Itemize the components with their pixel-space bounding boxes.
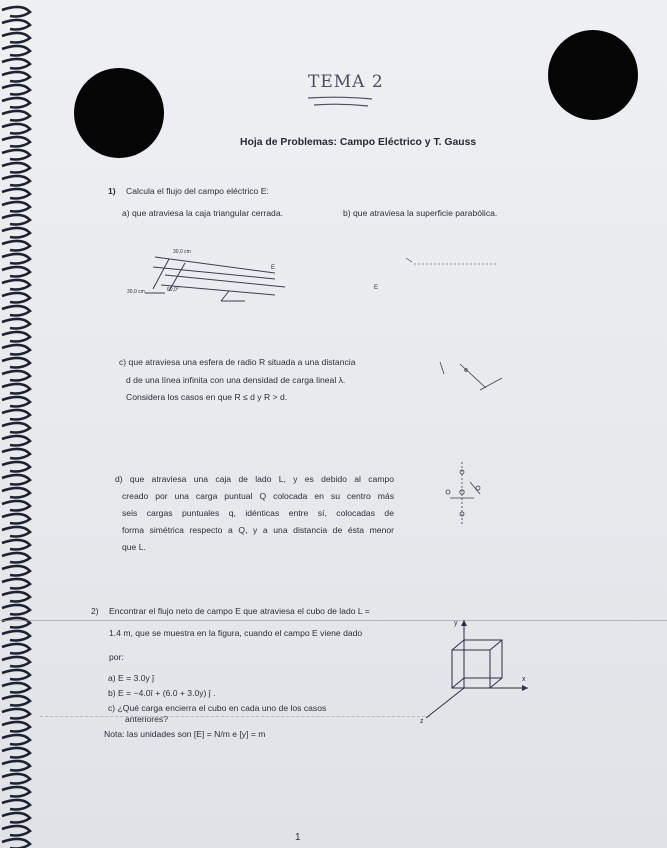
problem-1d-line-5: que L. xyxy=(122,542,146,552)
spiral-coil xyxy=(2,423,30,433)
problem-1d-line-4: forma simétrica respecto a Q, y a una distancia de ésta menor xyxy=(122,525,394,535)
fig-b-field-label: E xyxy=(374,285,379,291)
problem-2c-text-continued: anteriores? xyxy=(125,714,168,724)
spiral-coil xyxy=(2,7,30,17)
spiral-coil xyxy=(2,813,30,823)
spiral-coil xyxy=(2,189,30,199)
spiral-coil xyxy=(2,241,30,251)
problem-1d-line-1: d) que atraviesa una caja de lado L, y es debido al campo xyxy=(115,474,394,484)
spiral-coil xyxy=(2,826,30,836)
spiral-coil xyxy=(2,514,30,524)
cube-z-axis-label: z xyxy=(420,718,424,725)
spiral-coil xyxy=(2,488,30,498)
spiral-coil xyxy=(2,163,30,173)
spiral-coil xyxy=(2,553,30,563)
spiral-coil xyxy=(2,631,30,641)
fig-a-top-label: 30,0 cm xyxy=(173,249,191,255)
spiral-coil xyxy=(2,202,30,212)
spiral-coil xyxy=(2,98,30,108)
problem-2c-text: c) ¿Qué carga encierra el cubo en cada uno de los casos xyxy=(108,703,327,713)
spiral-coil xyxy=(2,449,30,459)
spiral-coil xyxy=(2,345,30,355)
spiral-coil xyxy=(2,306,30,316)
spiral-coil xyxy=(2,436,30,446)
spiral-coil xyxy=(2,267,30,277)
problem-1a-text: a) que atraviesa la caja triangular cerrada. xyxy=(122,208,283,218)
spiral-coil xyxy=(2,215,30,225)
spiral-coil xyxy=(2,670,30,680)
handwritten-underline xyxy=(306,94,376,108)
spiral-coil xyxy=(2,33,30,43)
fig-a-left-label: 30,0 cm xyxy=(127,289,145,295)
spiral-coil xyxy=(2,358,30,368)
page-crease xyxy=(0,620,667,621)
spiral-coil xyxy=(2,85,30,95)
spiral-coil xyxy=(2,293,30,303)
spiral-coil xyxy=(2,787,30,797)
spiral-coil xyxy=(2,228,30,238)
problem-1-statement: Calcula el flujo del campo eléctrico E: xyxy=(126,186,269,196)
cube-axes-figure xyxy=(410,612,540,732)
spiral-coil xyxy=(2,111,30,121)
spiral-coil xyxy=(2,20,30,30)
spiral-coil xyxy=(2,72,30,82)
problem-2a-text: a) E = 3.0y ĵ xyxy=(108,673,155,683)
spiral-coil xyxy=(2,371,30,381)
problem-1c-line-3: Considera los casos en que R ≤ d y R > d. xyxy=(126,392,288,402)
spiral-coil xyxy=(2,475,30,485)
spiral-coil xyxy=(2,774,30,784)
spiral-coil xyxy=(2,683,30,693)
handwritten-topic-label: TEMA 2 xyxy=(308,72,384,92)
spiral-coil xyxy=(2,137,30,147)
spiral-coil xyxy=(2,696,30,706)
spiral-coil xyxy=(2,657,30,667)
problem-2-number: 2) xyxy=(91,606,99,616)
spiral-coil xyxy=(2,566,30,576)
charges-cube-figure xyxy=(436,458,490,530)
spiral-binding xyxy=(0,0,40,848)
problem-1b-text: b) que atraviesa la superficie parabólica. xyxy=(343,208,498,218)
spiral-coil xyxy=(2,839,30,848)
cube-y-axis-label: y xyxy=(454,620,458,627)
dashed-guide xyxy=(40,716,430,717)
problem-2-line-3: por: xyxy=(109,652,124,662)
punch-hole-left xyxy=(74,68,164,158)
problem-1d-line-3: seis cargas puntuales q, idénticas entre sí, colocadas de xyxy=(122,508,394,518)
fig-a-field-label: E xyxy=(271,265,276,271)
problem-1d-line-2: creado por una carga puntual Q colocada en su centro más xyxy=(122,491,394,501)
spiral-coil xyxy=(2,709,30,719)
spiral-coil xyxy=(2,384,30,394)
spiral-coil xyxy=(2,722,30,732)
problem-1-number: 1) xyxy=(108,186,116,196)
cube-x-axis-label: x xyxy=(522,676,526,683)
spiral-coil xyxy=(2,176,30,186)
spiral-coil xyxy=(2,800,30,810)
spiral-coil xyxy=(2,254,30,264)
spiral-coil xyxy=(2,540,30,550)
spiral-coil xyxy=(2,124,30,134)
spiral-coil xyxy=(2,644,30,654)
spiral-coil xyxy=(2,579,30,589)
spiral-coil xyxy=(2,592,30,602)
spiral-coil xyxy=(2,150,30,160)
problem-1c-line-1: c) que atraviesa una esfera de radio R situada a una distancia xyxy=(119,357,356,367)
spiral-coil xyxy=(2,761,30,771)
spiral-coil xyxy=(2,410,30,420)
problem-2-line-2: 1.4 m, que se muestra en la figura, cuando el campo E viene dado xyxy=(109,628,363,638)
spiral-coil xyxy=(2,59,30,69)
parabolic-surface-figure xyxy=(374,252,500,291)
sphere-line-figure xyxy=(430,356,510,398)
spiral-coil xyxy=(2,332,30,342)
spiral-coil xyxy=(2,46,30,56)
spiral-coil xyxy=(2,319,30,329)
spiral-coil xyxy=(2,605,30,615)
spiral-coil xyxy=(2,527,30,537)
triangular-box-figure xyxy=(125,245,295,310)
spiral-coil xyxy=(2,462,30,472)
problem-1c-line-2: d de una línea infinita con una densidad de carga lineal λ. xyxy=(126,375,346,385)
spiral-coil xyxy=(2,397,30,407)
page-title: Hoja de Problemas: Campo Eléctrico y T. Gauss xyxy=(240,137,477,148)
punch-hole-right xyxy=(548,30,638,120)
fig-a-angle-label: 60,0° xyxy=(167,287,179,293)
units-note: Nota: las unidades son [E] = N/m e [y] = m xyxy=(104,729,266,739)
problem-2b-text: b) E = −4.0î + (6.0 + 3.0y) ĵ . xyxy=(108,688,216,698)
problem-2-line-1: Encontrar el flujo neto de campo E que atraviesa el cubo de lado L = xyxy=(109,606,370,616)
spiral-coil xyxy=(2,735,30,745)
page-number: 1 xyxy=(295,832,301,843)
spiral-coil xyxy=(2,280,30,290)
spiral-coil xyxy=(2,748,30,758)
spiral-coil xyxy=(2,501,30,511)
